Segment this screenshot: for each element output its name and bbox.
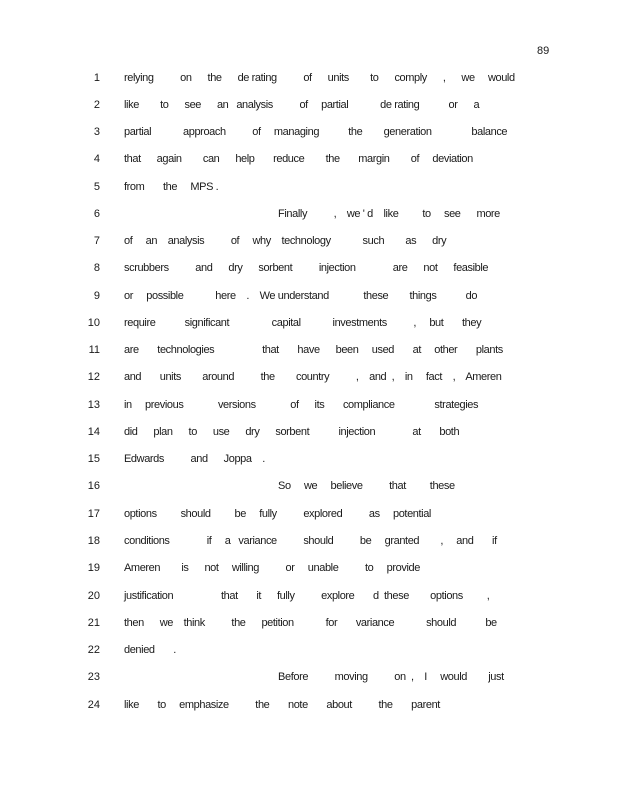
- transcript-line: [0, 125, 618, 139]
- line-number: 7: [93, 235, 100, 247]
- line-text: Before moving on , I would just: [124, 671, 504, 683]
- line-number: 1: [93, 72, 100, 84]
- transcript-line: [0, 180, 618, 194]
- transcript-line: [0, 643, 618, 657]
- line-text: are technologies that have been used at other plants: [124, 344, 503, 356]
- line-text: from the MPS .: [124, 181, 219, 193]
- line-number: 15: [87, 453, 100, 465]
- line-text: in previous versions of its compliance strategies: [124, 399, 479, 411]
- transcript-line: [0, 589, 618, 603]
- transcript-line: [0, 698, 618, 712]
- line-text: did plan to use dry sorbent injection at both: [124, 426, 460, 438]
- line-number: 6: [93, 208, 100, 220]
- line-number: 23: [87, 671, 100, 683]
- line-number: 21: [87, 617, 100, 629]
- line-text: So we believe that these: [124, 480, 455, 492]
- line-number: 16: [87, 480, 100, 492]
- line-text: like to see an analysis of partial de rating or a: [124, 99, 480, 111]
- line-text: justification that it fully explore d these options ,: [124, 590, 490, 602]
- line-text: Ameren is not willing or unable to provide: [124, 562, 420, 574]
- line-text: options should be fully explored as potential: [124, 508, 431, 520]
- line-text: partial approach of managing the generation balance: [124, 126, 508, 138]
- line-number: 14: [87, 426, 100, 438]
- transcript-line: [0, 289, 618, 303]
- transcript-line: [0, 152, 618, 166]
- line-text: then we think the petition for variance should be: [124, 617, 497, 629]
- line-text: or possible here . We understand these things do: [124, 290, 478, 302]
- page-number: 89: [537, 45, 550, 57]
- transcript-line: [0, 398, 618, 412]
- line-number: 17: [87, 508, 100, 520]
- transcript-line: [0, 452, 618, 466]
- line-number: 4: [93, 153, 100, 165]
- line-text: of an analysis of why technology such as dry: [124, 235, 447, 247]
- transcript-line: [0, 561, 618, 575]
- transcript-line: [0, 507, 618, 521]
- line-number: 18: [87, 535, 100, 547]
- transcript-line: [0, 370, 618, 384]
- line-number: 9: [93, 290, 100, 302]
- transcript-line: [0, 534, 618, 548]
- line-text: and units around the country , and , in fact , Ameren: [124, 371, 502, 383]
- transcript-line: [0, 425, 618, 439]
- line-text: denied .: [124, 644, 176, 656]
- line-text: Finally , we ' d like to see more: [124, 208, 500, 220]
- transcript-line: [0, 670, 618, 684]
- line-number: 10: [87, 317, 100, 329]
- transcript-line: [0, 343, 618, 357]
- line-number: 3: [93, 126, 100, 138]
- line-number: 22: [87, 644, 100, 656]
- line-text: relying on the de rating of units to comply , we would: [124, 72, 515, 84]
- line-number: 11: [88, 344, 100, 356]
- transcript-line: [0, 616, 618, 630]
- line-number: 12: [87, 371, 100, 383]
- line-number: 20: [87, 590, 100, 602]
- line-number: 2: [93, 99, 100, 111]
- line-text: like to emphasize the note about the parent: [124, 699, 440, 711]
- transcript-line: [0, 98, 618, 112]
- transcript-line: [0, 316, 618, 330]
- line-number: 8: [93, 262, 100, 274]
- transcript-line: [0, 479, 618, 493]
- line-number: 13: [87, 399, 100, 411]
- line-text: that again can help reduce the margin of deviation: [124, 153, 473, 165]
- line-number: 5: [93, 181, 100, 193]
- transcript-line: [0, 71, 618, 85]
- line-text: Edwards and Joppa .: [124, 453, 265, 465]
- line-text: require significant capital investments , but they: [124, 317, 482, 329]
- line-number: 24: [87, 699, 100, 711]
- line-number: 19: [87, 562, 100, 574]
- line-text: scrubbers and dry sorbent injection are not feasible: [124, 262, 489, 274]
- line-text: conditions if a variance should be granted , and if: [124, 535, 497, 547]
- transcript-line: [0, 261, 618, 275]
- transcript-line: [0, 234, 618, 248]
- transcript-line: [0, 207, 618, 221]
